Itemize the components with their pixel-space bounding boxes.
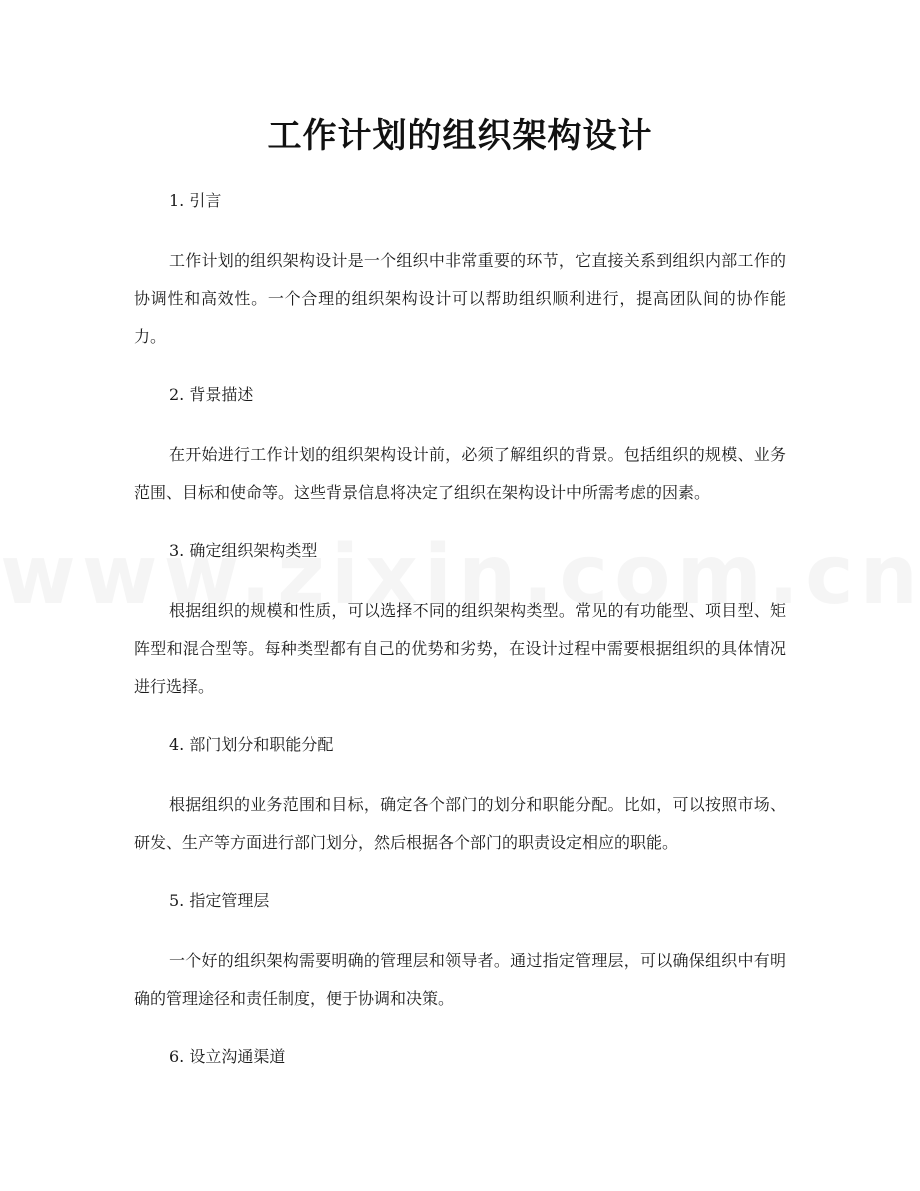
section-paragraph-5: 一个好的组织架构需要明确的管理层和领导者。通过指定管理层，可以确保组织中有明确的管理途径和责任制度，便于协调和决策。 <box>134 951 786 1008</box>
section-heading-5: 5. 指定管理层 <box>169 891 270 910</box>
section-heading-1: 1. 引言 <box>169 191 222 210</box>
page-title: 工作计划的组织架构设计 <box>267 116 653 156</box>
document-body <box>134 184 786 1098</box>
section-heading-4: 4. 部门划分和职能分配 <box>169 735 334 754</box>
section-paragraph-2: 在开始进行工作计划的组织架构设计前，必须了解组织的背景。包括组织的规模、业务范围、目标和使命等。这些背景信息将决定了组织在架构设计中所需考虑的因素。 <box>134 445 786 502</box>
section-heading-3: 3. 确定组织架构类型 <box>169 541 318 560</box>
section-paragraph-1: 工作计划的组织架构设计是一个组织中非常重要的环节，它直接关系到组织内部工作的协调性和高效性。一个合理的组织架构设计可以帮助组织顺利进行，提高团队间的协作能力。 <box>134 251 786 346</box>
section-heading-6: 6. 设立沟通渠道 <box>169 1047 286 1066</box>
section-paragraph-4: 根据组织的业务范围和目标，确定各个部门的划分和职能分配。比如，可以按照市场、研发、生产等方面进行部门划分，然后根据各个部门的职责设定相应的职能。 <box>134 795 786 852</box>
section-heading-2: 2. 背景描述 <box>169 385 254 404</box>
section-paragraph-3: 根据组织的规模和性质，可以选择不同的组织架构类型。常见的有功能型、项目型、矩阵型和混合型等。每种类型都有自己的优势和劣势，在设计过程中需要根据组织的具体情况进行选择。 <box>134 601 786 696</box>
